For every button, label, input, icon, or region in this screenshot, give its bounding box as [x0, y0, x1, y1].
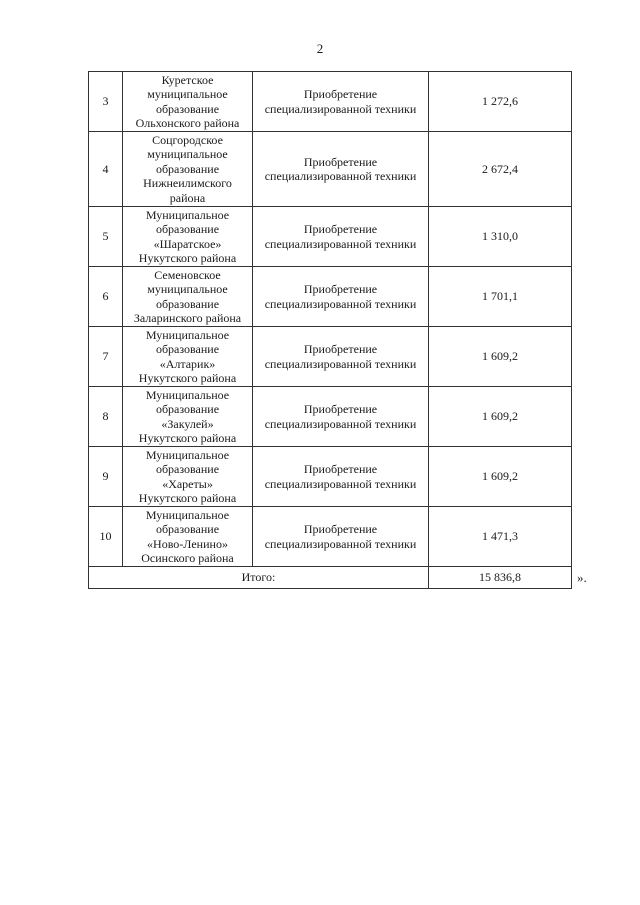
table-row [89, 447, 572, 507]
row-number: 3 [89, 72, 123, 132]
closing-quote-mark: ». [577, 570, 587, 585]
table-row [89, 387, 572, 447]
row-number: 10 [89, 507, 123, 567]
municipality-name: Муниципальное образование «Шаратское» Нукутского района [123, 207, 253, 267]
amount: 1 272,6 [429, 72, 572, 132]
amount: 1 609,2 [429, 387, 572, 447]
amount: 1 701,1 [429, 267, 572, 327]
municipality-name: Муниципальное образование «Ново-Ленино» Осинского района [123, 507, 253, 567]
amount: 1 471,3 [429, 507, 572, 567]
municipality-name: Муниципальное образование «Хареты» Нукутского района [123, 447, 253, 507]
table-row [89, 72, 572, 132]
municipality-name: Куретское муниципальное образование Ольхонского района [123, 72, 253, 132]
purpose: Приобретение специализированной техники [253, 72, 429, 132]
municipality-name: Семеновское муниципальное образование Заларинского района [123, 267, 253, 327]
municipality-name: Муниципальное образование «Алтарик» Нукутского района [123, 327, 253, 387]
purpose: Приобретение специализированной техники [253, 132, 429, 207]
total-label: Итого: [89, 567, 429, 589]
row-number: 9 [89, 447, 123, 507]
purpose: Приобретение специализированной техники [253, 447, 429, 507]
total-amount: 15 836,8 [429, 567, 572, 589]
amount: 1 609,2 [429, 327, 572, 387]
row-number: 5 [89, 207, 123, 267]
purpose: Приобретение специализированной техники [253, 507, 429, 567]
purpose: Приобретение специализированной техники [253, 387, 429, 447]
subsidy-table [88, 71, 572, 589]
purpose: Приобретение специализированной техники [253, 267, 429, 327]
row-number: 4 [89, 132, 123, 207]
table-row [89, 132, 572, 207]
total-row [89, 567, 572, 589]
row-number: 8 [89, 387, 123, 447]
table-row [89, 207, 572, 267]
purpose: Приобретение специализированной техники [253, 207, 429, 267]
amount: 1 609,2 [429, 447, 572, 507]
purpose: Приобретение специализированной техники [253, 327, 429, 387]
amount: 2 672,4 [429, 132, 572, 207]
municipality-name: Муниципальное образование «Закулей» Нукутского района [123, 387, 253, 447]
row-number: 7 [89, 327, 123, 387]
page-number: 2 [316, 41, 324, 56]
table-row [89, 267, 572, 327]
row-number: 6 [89, 267, 123, 327]
table-row [89, 327, 572, 387]
municipality-name: Соцгородское муниципальное образование Нижнеилимского района [123, 132, 253, 207]
table-row [89, 507, 572, 567]
amount: 1 310,0 [429, 207, 572, 267]
